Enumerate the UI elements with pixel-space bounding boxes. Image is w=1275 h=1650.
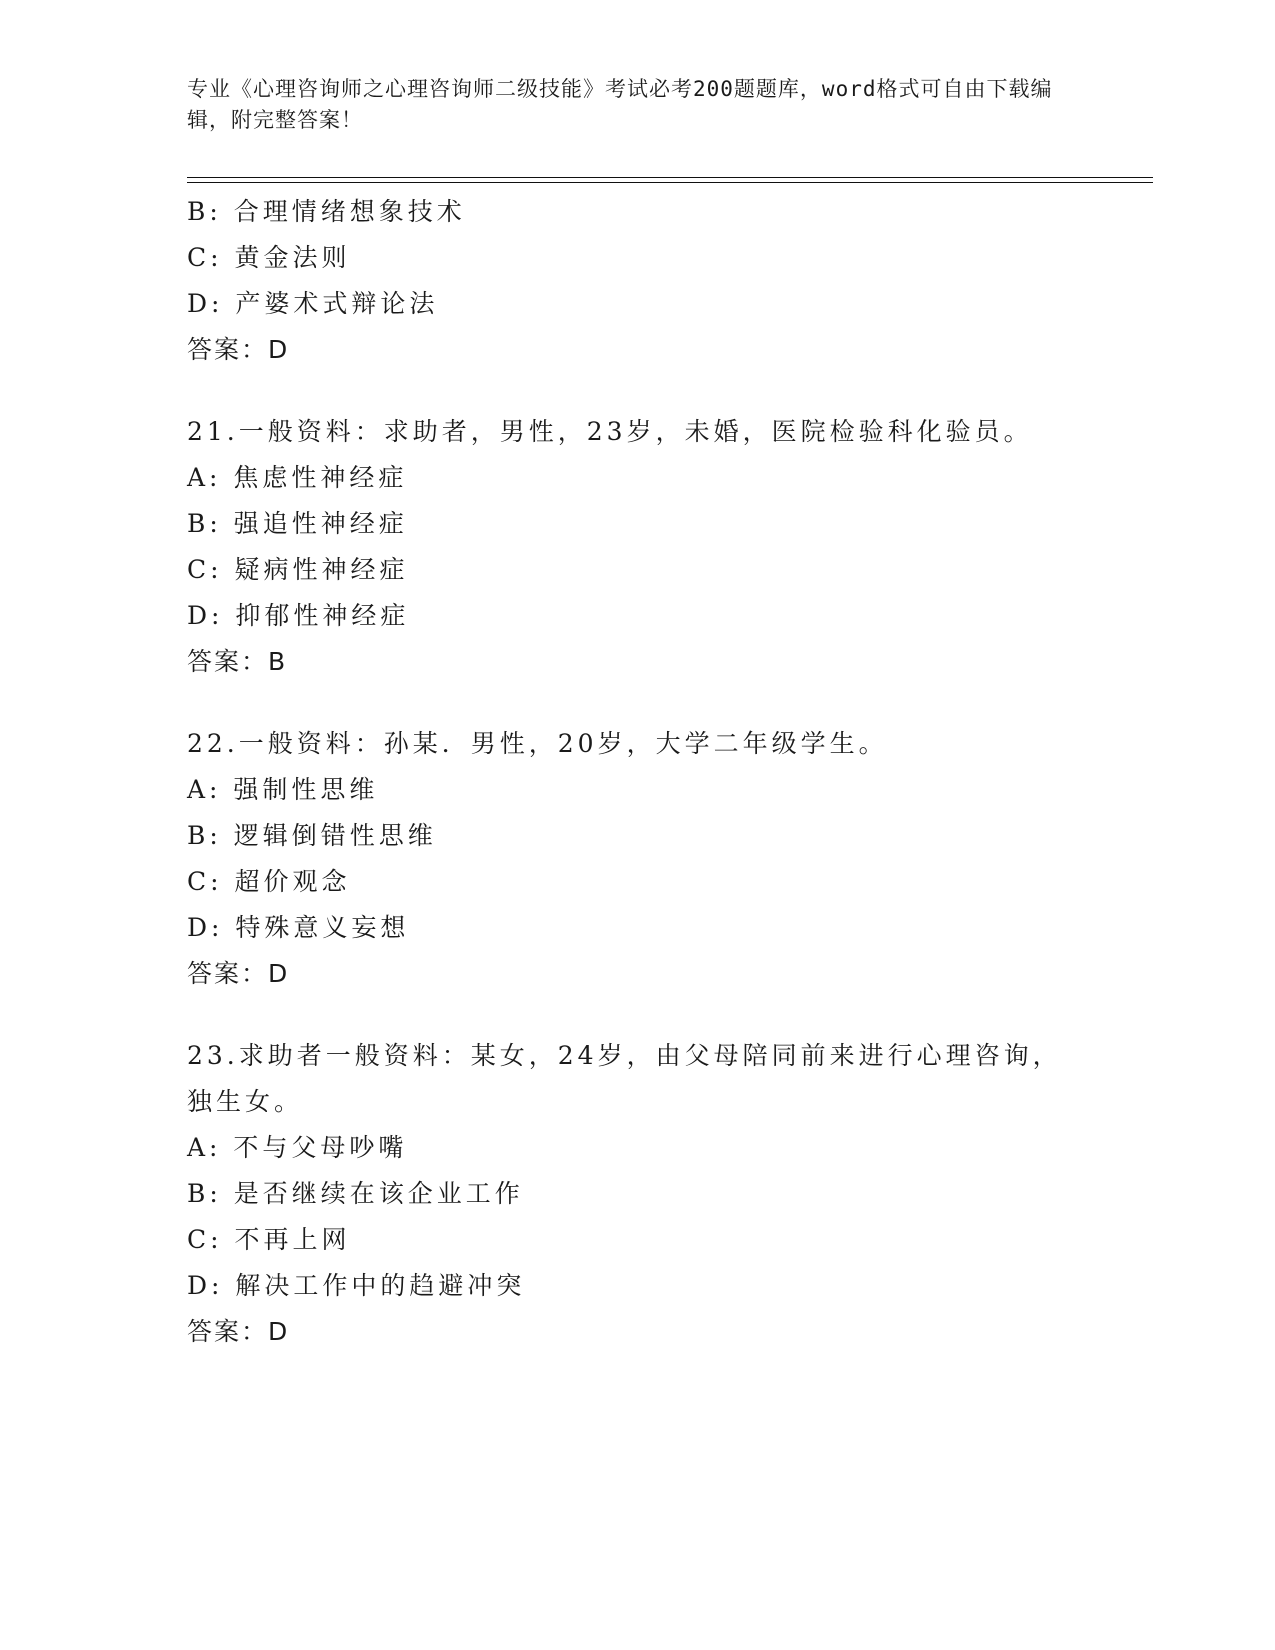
- option-b: B: 逻辑倒错性思维: [187, 821, 437, 850]
- question-stem: 22.一般资料：孙某．男性，20岁，大学二年级学生。: [187, 729, 888, 758]
- question-stem: 23.求助者一般资料：某女，24岁，由父母陪同前来进行心理咨询，独生女。: [187, 1041, 1062, 1116]
- option-d: D: 产婆术式辩论法: [187, 289, 439, 318]
- option-a: A: 焦虑性神经症: [187, 463, 408, 492]
- option-d: D: 特殊意义妄想: [187, 913, 410, 942]
- question-stem: 21.一般资料：求助者，男性，23岁，未婚，医院检验科化验员。: [187, 417, 1033, 446]
- option-a: A: 强制性思维: [187, 775, 379, 804]
- option-c: C: 黄金法则: [187, 243, 351, 272]
- header-divider-bottom: [187, 182, 1153, 183]
- option-c: C: 疑病性神经症: [187, 555, 409, 584]
- answer-line: 答案：B: [187, 647, 288, 676]
- option-d: D: 抑郁性神经症: [187, 601, 410, 630]
- answer-line: 答案：D: [187, 335, 290, 364]
- question-23: [187, 1033, 1087, 1355]
- question-22: [187, 721, 1087, 997]
- header-divider-top: [187, 177, 1153, 178]
- option-b: B: 合理情绪想象技术: [187, 197, 466, 226]
- question-content: [187, 189, 1087, 1355]
- option-b: B: 强追性神经症: [187, 509, 408, 538]
- option-b: B: 是否继续在该企业工作: [187, 1179, 524, 1208]
- option-a: A: 不与父母吵嘴: [187, 1133, 408, 1162]
- answer-line: 答案：D: [187, 959, 290, 988]
- document-header: 专业《心理咨询师之心理咨询师二级技能》考试必考200题题库，word格式可自由下载编辑，附完整答案！: [187, 77, 1053, 132]
- option-d: D: 解决工作中的趋避冲突: [187, 1271, 526, 1300]
- answer-line: 答案：D: [187, 1317, 290, 1346]
- carryover-question: [187, 189, 1087, 373]
- option-c: C: 不再上网: [187, 1225, 351, 1254]
- question-21: [187, 409, 1087, 685]
- option-c: C: 超价观念: [187, 867, 351, 896]
